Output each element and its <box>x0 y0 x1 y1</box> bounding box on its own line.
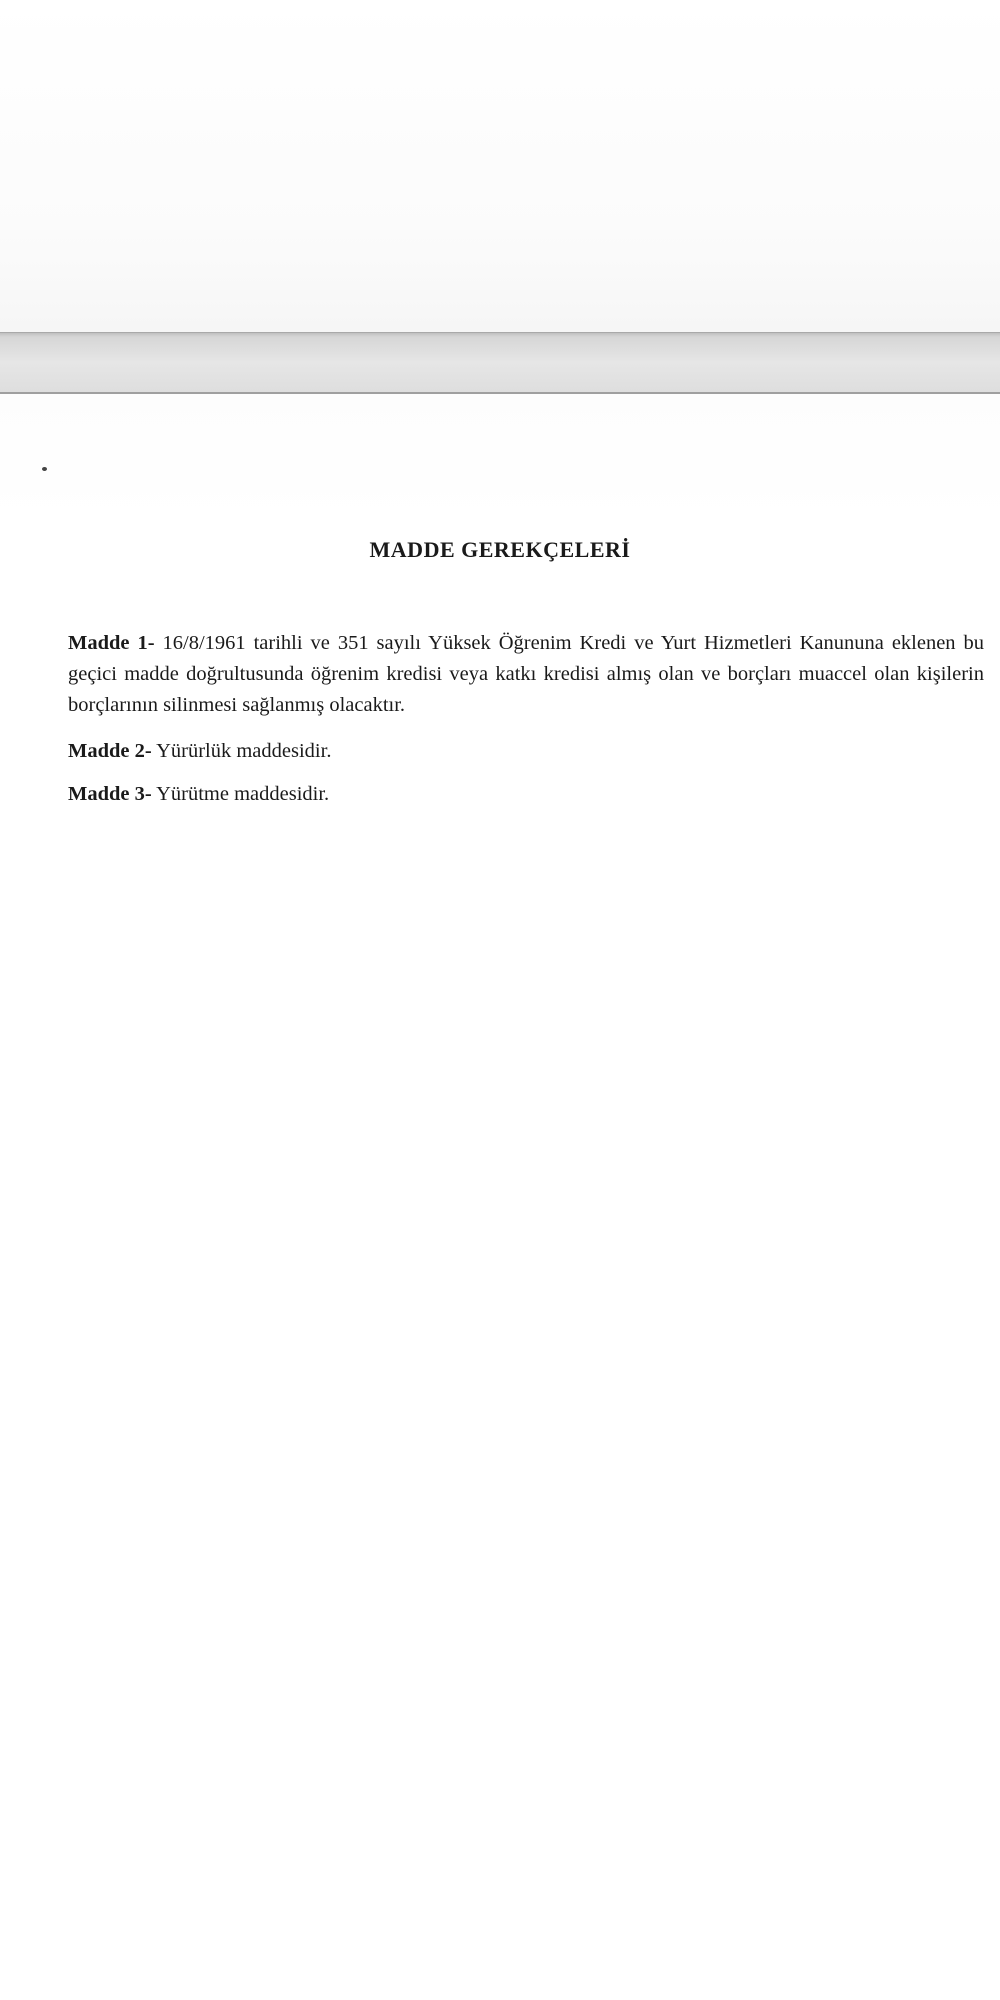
article-1-text: 16/8/1961 tarihli ve 351 sayılı Yüksek Öğrenim Kredi ve Yurt Hizmetleri Kanununa eklenen bu geçici madde doğrultusunda öğrenim kredisi veya katkı kredisi almış olan ve borçları muaccel olan kişilerin borçlarının silinmesi sağlanmış olacaktır. <box>68 632 985 716</box>
article-2 <box>68 736 984 767</box>
page-separator <box>0 332 1000 394</box>
article-1 <box>68 628 984 721</box>
article-3-label: Madde 3- <box>68 783 152 805</box>
article-2-label: Madde 2- <box>68 740 152 762</box>
scan-speck <box>42 467 47 471</box>
article-3 <box>68 779 984 810</box>
article-1-label: Madde 1- <box>68 632 155 654</box>
article-3-text: Yürütme maddesidir. <box>156 783 330 805</box>
article-2-text: Yürürlük maddesidir. <box>156 740 332 762</box>
document-title: MADDE GEREKÇELERİ <box>369 537 631 562</box>
previous-page <box>0 0 1000 332</box>
